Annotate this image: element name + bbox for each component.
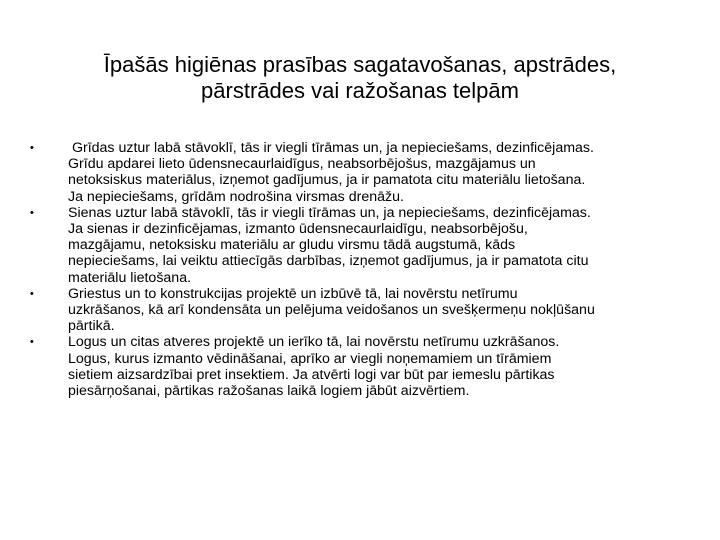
bullet-text — [68, 334, 690, 399]
bullet-text — [68, 286, 690, 335]
bullet-text-line: Ja sienas ir dezinficējamas, izmanto ūdensnecaurlaidīgu, neabsorbējošu, — [68, 221, 528, 238]
bullet-text — [68, 140, 690, 205]
bullet-text-line: sietiem aizsardzībai pret insektiem. Ja atvērti logi var būt par iemeslu pārtikas — [68, 366, 555, 383]
title-line-2: pārstrādes vai ražošanas telpām — [201, 78, 519, 103]
bullet-text-line: Sienas uztur labā stāvoklī, tās ir viegli tīrāmas un, ja nepieciešams, dezinficējamas. — [68, 204, 591, 221]
bullet-item — [30, 334, 690, 399]
bullet-dot-icon: • — [30, 142, 34, 154]
bullet-text-line: netoksiskus materiālus, izņemot gadījumus, ja ir pamatota citu materiālu lietošana. — [68, 172, 586, 189]
bullet-text-line: Logus un citas atveres projektē un ierīko tā, lai novērstu netīrumu uzkrāšanos. — [68, 334, 560, 351]
bullet-text-line: Grīdu apdarei lieto ūdensnecaurlaidīgus, neabsorbējošus, mazgājamus un — [68, 156, 536, 173]
bullet-dot-icon: • — [30, 206, 34, 219]
bullet-text-line: piesārņošanai, pārtikas ražošanas laikā logiem jābūt aizvērtiem. — [68, 383, 470, 400]
bullet-text-line: Ja nepieciešams, grīdām nodrošina virsmas drenāžu. — [68, 188, 404, 205]
bullet-text-line: Grīdas uztur labā stāvoklī, tās ir viegli tīrāmas un, ja nepieciešams, dezinficējamas. — [68, 140, 594, 156]
title-line-1: Īpašās higiēnas prasības sagatavošanas, apstrādes, — [103, 52, 617, 77]
bullet-dot-icon: • — [30, 287, 34, 300]
bullet-item — [30, 140, 690, 205]
bullet-text-line: mazgājamu, netoksisku materiālu ar gludu virsmu tādā augstumā, kāds — [68, 237, 516, 254]
bullet-text — [68, 205, 690, 286]
bullet-text-line: Griestus un to konstrukcijas projektē un izbūvē tā, lai novērstu netīrumu — [68, 285, 518, 302]
bullet-list — [30, 140, 690, 399]
bullet-dot-icon: • — [30, 336, 34, 349]
bullet-text-line: uzkrāšanos, kā arī kondensāta un pelējuma veidošanos un svešķermeņu nokļūšanu — [68, 302, 595, 319]
slide-title — [40, 52, 680, 104]
bullet-item — [30, 205, 690, 286]
bullet-text-line: materiālu lietošana. — [68, 269, 192, 286]
bullet-text-line: Logus, kurus izmanto vēdināšanai, aprīko ar viegli noņemamiem un tīrāmiem — [68, 350, 552, 367]
bullet-item — [30, 286, 690, 335]
bullet-text-line: pārtikā. — [68, 318, 115, 335]
bullet-text-line: nepieciešams, lai veiktu attiecīgās darbības, izņemot gadījumus, ja ir pamatota citu — [68, 253, 589, 270]
